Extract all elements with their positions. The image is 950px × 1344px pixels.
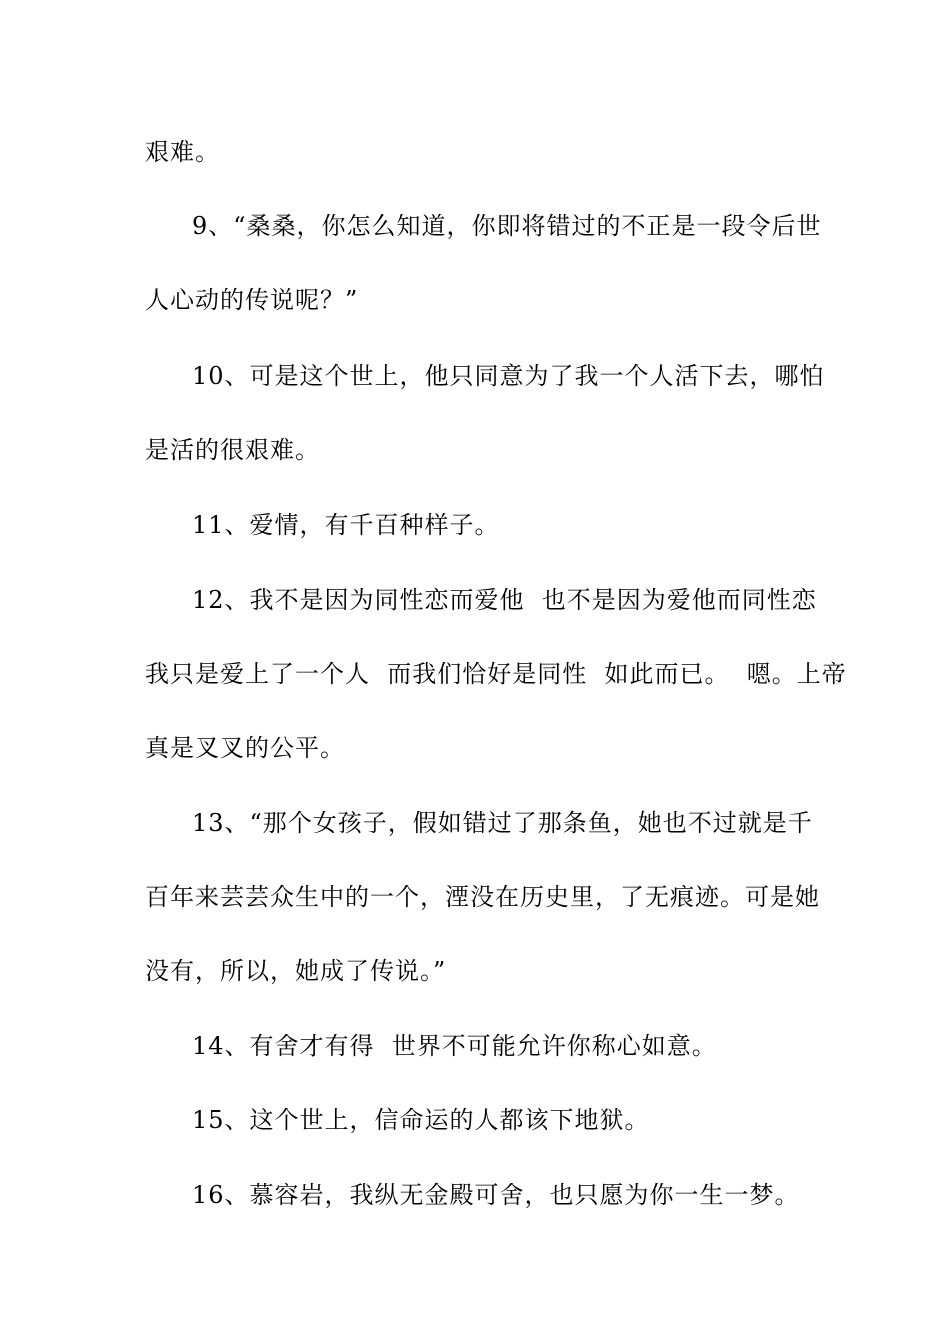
text-line: 16、慕容岩，我纵无金殿可舍，也只愿为你一生一梦。	[192, 1181, 800, 1209]
text-line: 我只是爱上了一个人 而我们恰好是同性 如此而已。 嗯。上帝	[145, 660, 847, 688]
text-line: 15、这个世上，信命运的人都该下地狱。	[192, 1106, 650, 1134]
text-line: 14、有舍才有得 世界不可能允许你称心如意。	[192, 1032, 717, 1060]
text-line: 13、“那个女孩子，假如错过了那条鱼，她也不过就是千	[192, 809, 813, 837]
text-line: 10、可是这个世上，他只同意为了我一个人活下去，哪怕	[192, 362, 825, 390]
text-line: 12、我不是因为同性恋而爱他 也不是因为爱他而同性恋	[192, 586, 817, 614]
text-line: 没有，所以，她成了传说。”	[145, 957, 447, 985]
text-line: 9、“桑桑，你怎么知道，你即将错过的不正是一段令后世	[192, 212, 822, 240]
text-line: 11、爱情，有千百种样子。	[192, 511, 500, 539]
text-line: 艰难。	[145, 138, 220, 166]
text-line: 人心动的传说呢？”	[145, 286, 359, 314]
text-line: 真是叉叉的公平。	[145, 734, 345, 762]
text-line: 百年来芸芸众生中的一个，湮没在历史里，了无痕迹。可是她	[145, 883, 820, 911]
text-line: 是活的很艰难。	[145, 436, 320, 464]
